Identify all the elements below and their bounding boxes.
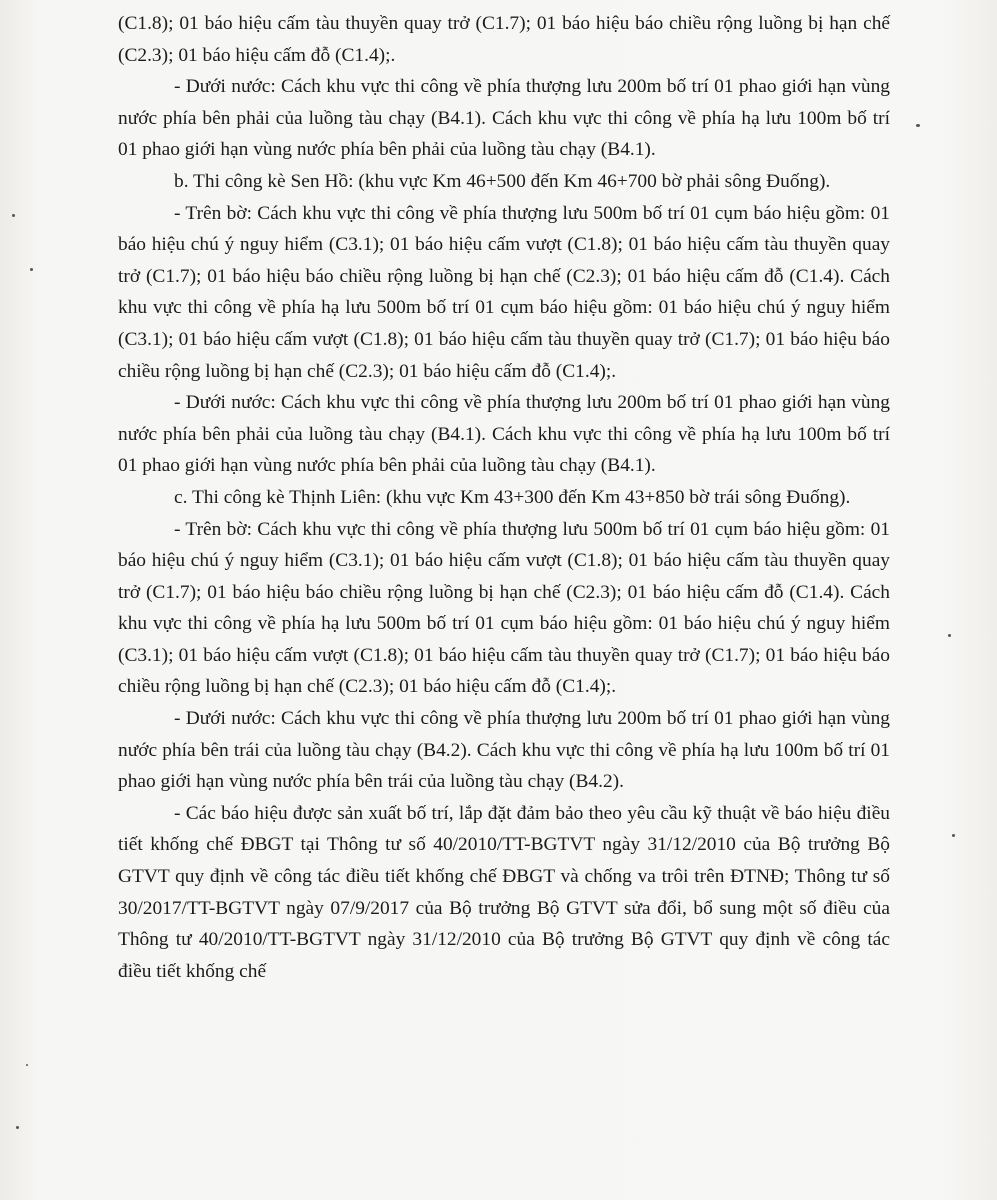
scan-speck — [26, 1064, 28, 1066]
paragraph-p7: - Trên bờ: Cách khu vực thi công về phía thượng lưu 500m bố trí 01 cụm báo hiệu gồm: 01 báo hiệu chú ý nguy hiểm (C3.1); 01 báo hiệu cấm vượt (C1.8); 01 báo hiệu cấm tàu thuyền quay trở (C1.7); 01 báo hiệu báo chiều rộng luồng bị hạn chế (C2.3); 01 báo hiệu cấm đỗ (C1.4). Cách khu vực thi công về phía hạ lưu 500m bố trí 01 cụm báo hiệu gồm: 01 báo hiệu chú ý nguy hiểm (C3.1); 01 báo hiệu cấm vượt (C1.8); 01 báo hiệu cấm tàu thuyền quay trở (C1.7); 01 báo hiệu báo chiều rộng luồng bị hạn chế (C2.3); 01 báo hiệu cấm đỗ (C1.4);. — [118, 518, 890, 698]
paragraph-p5: - Dưới nước: Cách khu vực thi công về phía thượng lưu 200m bố trí 01 phao giới hạn vùng nước phía bên phải của luồng tàu chạy (B4.1). Cách khu vực thi công về phía hạ lưu 100m bố trí 01 phao giới hạn vùng nước phía bên phải của luồng tàu chạy (B4.1). — [118, 392, 890, 477]
scan-speck — [916, 124, 920, 127]
paragraph-p2: - Dưới nước: Cách khu vực thi công về phía thượng lưu 200m bố trí 01 phao giới hạn vùng nước phía bên phải của luồng tàu chạy (B4.1). Cách khu vực thi công về phía hạ lưu 100m bố trí 01 phao giới hạn vùng nước phía bên phải của luồng tàu chạy (B4.1). — [118, 76, 890, 161]
document-body — [118, 8, 890, 987]
scan-speck — [16, 1126, 19, 1129]
paragraph-p8: - Dưới nước: Cách khu vực thi công về phía thượng lưu 200m bố trí 01 phao giới hạn vùng nước phía bên trái của luồng tàu chạy (B4.2). Cách khu vực thi công về phía hạ lưu 100m bố trí 01 phao giới hạn vùng nước phía bên trái của luồng tàu chạy (B4.2). — [118, 708, 890, 793]
section-heading-b: b. Thi công kè Sen Hồ: (khu vực Km 46+500 đến Km 46+700 bờ phải sông Đuống). — [174, 170, 831, 192]
paragraph-p1: (C1.8); 01 báo hiệu cấm tàu thuyền quay trở (C1.7); 01 báo hiệu báo chiều rộng luồng bị hạn chế (C2.3); 01 báo hiệu cấm đỗ (C1.4);. — [118, 13, 890, 66]
scan-speck — [948, 634, 951, 637]
section-heading-c: c. Thi công kè Thịnh Liên: (khu vực Km 43+300 đến Km 43+850 bờ trái sông Đuống). — [174, 486, 851, 508]
scan-speck — [952, 834, 955, 837]
scan-speck — [12, 214, 15, 217]
paragraph-p4: - Trên bờ: Cách khu vực thi công về phía thượng lưu 500m bố trí 01 cụm báo hiệu gồm: 01 báo hiệu chú ý nguy hiểm (C3.1); 01 báo hiệu cấm vượt (C1.8); 01 báo hiệu cấm tàu thuyền quay trở (C1.7); 01 báo hiệu báo chiều rộng luồng bị hạn chế (C2.3); 01 báo hiệu cấm đỗ (C1.4). Cách khu vực thi công về phía hạ lưu 500m bố trí 01 cụm báo hiệu gồm: 01 báo hiệu chú ý nguy hiểm (C3.1); 01 báo hiệu cấm vượt (C1.8); 01 báo hiệu cấm tàu thuyền quay trở (C1.7); 01 báo hiệu báo chiều rộng luồng bị hạn chế (C2.3); 01 báo hiệu cấm đỗ (C1.4);. — [118, 202, 890, 382]
scan-speck — [30, 268, 33, 271]
paragraph-p9: - Các báo hiệu được sản xuất bố trí, lắp đặt đảm bảo theo yêu cầu kỹ thuật về báo hiệu điều tiết khống chế ĐBGT tại Thông tư số 40/2010/TT-BGTVT ngày 31/12/2010 của Bộ trưởng Bộ GTVT quy định về công tác điều tiết khống chế ĐBGT và chống va trôi trên ĐTNĐ; Thông tư số 30/2017/TT-BGTVT ngày 07/9/2017 của Bộ trưởng Bộ GTVT sửa đổi, bổ sung một số điều của Thông tư 40/2010/TT-BGTVT ngày 31/12/2010 của Bộ trưởng Bộ GTVT quy định về công tác điều tiết khống chế — [118, 802, 890, 982]
